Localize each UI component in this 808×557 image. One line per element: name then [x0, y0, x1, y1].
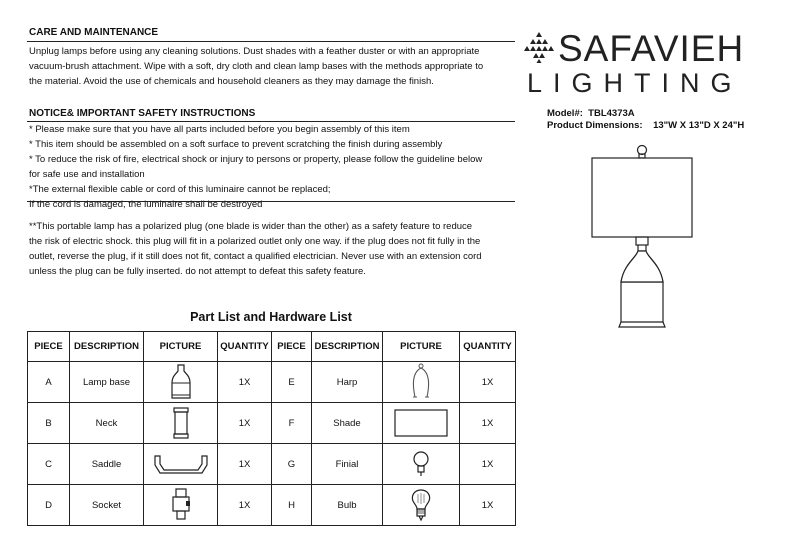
quantity-cell: 1X	[218, 485, 272, 526]
picture-cell	[383, 403, 460, 444]
care-title: CARE AND MAINTENANCE	[29, 27, 159, 38]
lamp-illustration	[580, 140, 705, 335]
care-line: vacuum-brush attachment. Wipe with a soft, dry cloth and clean lamp bases with the methods appropriate to	[29, 61, 484, 72]
bulb-icon	[409, 488, 433, 522]
piece-cell: G	[272, 444, 312, 485]
lamp-base-icon	[169, 363, 193, 401]
description-cell: Shade	[312, 403, 383, 444]
header-cell: QUANTITY	[460, 332, 516, 362]
care-paragraph	[29, 44, 483, 89]
header-cell: QUANTITY	[218, 332, 272, 362]
parts-table	[27, 331, 516, 526]
header-cell: PICTURE	[144, 332, 218, 362]
piece-cell: E	[272, 362, 312, 403]
safety-title: NOTICE& IMPORTANT SAFETY INSTRUCTIONS	[29, 108, 256, 119]
piece-cell: F	[272, 403, 312, 444]
description-cell: Saddle	[70, 444, 144, 485]
header-cell: DESCRIPTION	[70, 332, 144, 362]
safety-line: * To reduce the risk of fire, electrical shock or injury to persons or property, please follow the guideline below	[29, 154, 483, 165]
divider	[27, 201, 515, 202]
picture-cell	[144, 444, 218, 485]
saddle-icon	[152, 452, 210, 476]
divider	[27, 41, 515, 42]
picture-cell	[383, 362, 460, 403]
plug-line: the risk of electric shock. this plug will fit in a polarized outlet only one way. if the plug does not fit fully in the	[29, 236, 481, 247]
safety-line: for safe use and installation	[29, 169, 145, 180]
picture-cell	[144, 403, 218, 444]
safety-paragraph	[29, 122, 482, 212]
piece-cell: B	[28, 403, 70, 444]
harp-icon	[409, 363, 433, 401]
brand-sub: LIGHTING	[527, 68, 743, 98]
care-line: Unplug lamps before using any cleaning solutions. Dust shades with a feather duster or with an appropriate	[29, 46, 480, 57]
header-cell: PICTURE	[383, 332, 460, 362]
dimensions-line	[547, 120, 744, 131]
header-cell: PIECE	[28, 332, 70, 362]
finial-icon	[411, 450, 431, 478]
quantity-cell: 1X	[460, 444, 516, 485]
quantity-cell: 1X	[218, 403, 272, 444]
table-header-row	[28, 332, 516, 362]
table-row	[28, 485, 516, 526]
plug-notice	[29, 219, 482, 279]
piece-cell: D	[28, 485, 70, 526]
plug-line: outlet, reverse the plug, if it still does not fit, contact a qualified electrician. Never use with an extension cord	[29, 251, 482, 262]
dimensions-label: Product Dimensions:	[547, 120, 643, 131]
care-line: the material. Avoid the use of chemicals and household cleaners as they may damage the finish.	[29, 76, 434, 87]
table-row	[28, 444, 516, 485]
quantity-cell: 1X	[460, 362, 516, 403]
picture-cell	[144, 362, 218, 403]
quantity-cell: 1X	[218, 362, 272, 403]
parts-title: Part List and Hardware List	[190, 310, 352, 324]
dimensions-value: 13"W X 13"D X 24"H	[653, 120, 745, 131]
picture-cell	[144, 485, 218, 526]
header-cell: PIECE	[272, 332, 312, 362]
description-cell: Bulb	[312, 485, 383, 526]
description-cell: Harp	[312, 362, 383, 403]
shade-icon	[393, 408, 449, 438]
socket-icon	[170, 487, 192, 523]
plug-line: unless the plug can be fully inserted. do not attempt to defeat this safety feature.	[29, 266, 366, 277]
piece-cell: C	[28, 444, 70, 485]
model-number: TBL4373A	[588, 108, 635, 119]
plug-line: **This portable lamp has a polarized plug (one blade is wider than the other) as a safety feature to reduce	[29, 221, 473, 232]
description-cell: Finial	[312, 444, 383, 485]
piece-cell: A	[28, 362, 70, 403]
model-label: Model#:	[547, 108, 583, 119]
table-row	[28, 403, 516, 444]
description-cell: Lamp base	[70, 362, 144, 403]
safety-line: * Please make sure that you have all parts included before you begin assembly of this item	[29, 124, 410, 135]
safety-line: If the cord is damaged, the luminaire shall be destroyed	[29, 199, 263, 210]
safety-line: *The external flexible cable or cord of this luminaire cannot be replaced;	[29, 184, 331, 195]
description-cell: Socket	[70, 485, 144, 526]
neck-icon	[170, 406, 192, 440]
quantity-cell: 1X	[460, 403, 516, 444]
model-line	[547, 108, 635, 119]
piece-cell: H	[272, 485, 312, 526]
picture-cell	[383, 444, 460, 485]
quantity-cell: 1X	[460, 485, 516, 526]
quantity-cell: 1X	[218, 444, 272, 485]
header-cell: DESCRIPTION	[312, 332, 383, 362]
table-row	[28, 362, 516, 403]
chandelier-logo-icon	[522, 30, 556, 64]
safety-line: * This item should be assembled on a soft surface to prevent scratching the finish during assembly	[29, 139, 443, 150]
description-cell: Neck	[70, 403, 144, 444]
picture-cell	[383, 485, 460, 526]
brand-name: SAFAVIEH	[558, 28, 745, 69]
